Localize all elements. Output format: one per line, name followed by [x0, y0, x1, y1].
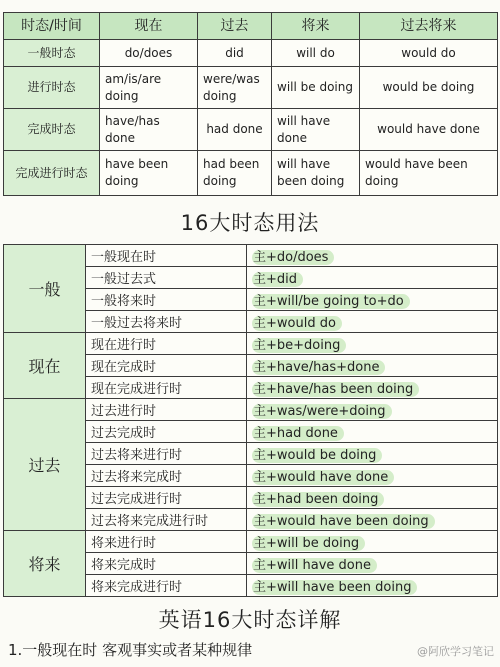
tense-name: 过去将来完成时	[86, 465, 247, 487]
tense-form: 主+would have done	[252, 470, 394, 485]
row-label: 进行时态	[4, 67, 100, 109]
tense-form-cell	[247, 421, 498, 443]
tense-form-cell	[247, 553, 498, 575]
table-cell: will have been doing	[272, 151, 360, 196]
tense-form-cell	[247, 443, 498, 465]
table-cell: have/has done	[100, 109, 198, 151]
table-row	[4, 245, 498, 267]
tense-form-cell	[247, 509, 498, 531]
table-cell: did	[198, 40, 272, 67]
tense-form: 主+would have been doing	[252, 514, 435, 529]
table-cell: were/was doing	[198, 67, 272, 109]
tense-form: 主+would do	[252, 316, 342, 331]
table-row	[4, 151, 498, 196]
tense-form-cell	[247, 575, 498, 597]
group-label: 将来	[4, 531, 86, 597]
table-row	[4, 67, 498, 109]
tense-form-cell	[247, 333, 498, 355]
tense-form-cell	[247, 267, 498, 289]
group-label: 现在	[4, 333, 86, 399]
tense-form: 主+will be doing	[252, 536, 365, 551]
header-past: 过去	[198, 13, 272, 40]
tense-form: 主+will/be going to+do	[252, 294, 410, 309]
tense-form-cell	[247, 245, 498, 267]
tense-overview-table	[3, 12, 498, 196]
tense-form-cell	[247, 377, 498, 399]
tense-name: 将来完成时	[86, 553, 247, 575]
group-label: 过去	[4, 399, 86, 531]
usage-title: 16大时态用法	[180, 211, 320, 235]
tense-name: 一般过去式	[86, 267, 247, 289]
table-cell: would be doing	[360, 67, 498, 109]
table-cell: am/is/are doing	[100, 67, 198, 109]
table-cell: have been doing	[100, 151, 198, 196]
table-row	[4, 333, 498, 355]
usage-table	[3, 244, 498, 597]
tense-name: 将来完成进行时	[86, 575, 247, 597]
tense-form: 主+do/does	[252, 250, 334, 265]
tense-form: 主+had been doing	[252, 492, 384, 507]
tense-name: 过去将来进行时	[86, 443, 247, 465]
table-row	[4, 531, 498, 553]
tense-form-cell	[247, 399, 498, 421]
tense-name: 一般过去将来时	[86, 311, 247, 333]
tense-name: 过去将来完成进行时	[86, 509, 247, 531]
table-cell: would do	[360, 40, 498, 67]
tense-form-cell	[247, 465, 498, 487]
tense-name: 一般现在时	[86, 245, 247, 267]
group-label: 一般	[4, 245, 86, 333]
tense-name: 过去完成进行时	[86, 487, 247, 509]
table-cell: would have done	[360, 109, 498, 151]
detail-first-item: 1.一般现在时 客观事实或者某种规律	[8, 641, 253, 659]
table-cell: had done	[198, 109, 272, 151]
row-label: 一般时态	[4, 40, 100, 67]
tense-form: 主+will have been doing	[252, 580, 417, 595]
tense-form: 主+have/has been doing	[252, 382, 419, 397]
tense-form-cell	[247, 311, 498, 333]
tense-name: 现在进行时	[86, 333, 247, 355]
tense-form-cell	[247, 487, 498, 509]
tense-form: 主+had done	[252, 426, 344, 441]
tense-name: 现在完成进行时	[86, 377, 247, 399]
tense-name: 过去进行时	[86, 399, 247, 421]
tense-name: 一般将来时	[86, 289, 247, 311]
tense-form: 主+will have done	[252, 558, 377, 573]
tense-form: 主+did	[252, 272, 303, 287]
table-cell: would have been doing	[360, 151, 498, 196]
tense-form: 主+would be doing	[252, 448, 382, 463]
table-row	[4, 399, 498, 421]
table-cell: will have done	[272, 109, 360, 151]
tense-form: 主+was/were+doing	[252, 404, 392, 419]
table-cell: do/does	[100, 40, 198, 67]
tense-form-cell	[247, 531, 498, 553]
tense-name: 现在完成时	[86, 355, 247, 377]
table-row	[4, 109, 498, 151]
tense-form-cell	[247, 355, 498, 377]
watermark: @阿欣学习笔记	[417, 645, 494, 658]
row-label: 完成时态	[4, 109, 100, 151]
detail-title: 英语16大时态详解	[158, 608, 342, 632]
header-time: 时态/时间	[4, 13, 100, 40]
tense-form: 主+have/has+done	[252, 360, 385, 375]
header-present: 现在	[100, 13, 198, 40]
tense-name: 过去完成时	[86, 421, 247, 443]
header-future: 将来	[272, 13, 360, 40]
tense-form: 主+be+doing	[252, 338, 346, 353]
row-label: 完成进行时态	[4, 151, 100, 196]
tense-form-cell	[247, 289, 498, 311]
table-cell: will be doing	[272, 67, 360, 109]
tense-name: 将来进行时	[86, 531, 247, 553]
table-row	[4, 40, 498, 67]
table-cell: had been doing	[198, 151, 272, 196]
table-cell: will do	[272, 40, 360, 67]
header-past-future: 过去将来	[360, 13, 498, 40]
